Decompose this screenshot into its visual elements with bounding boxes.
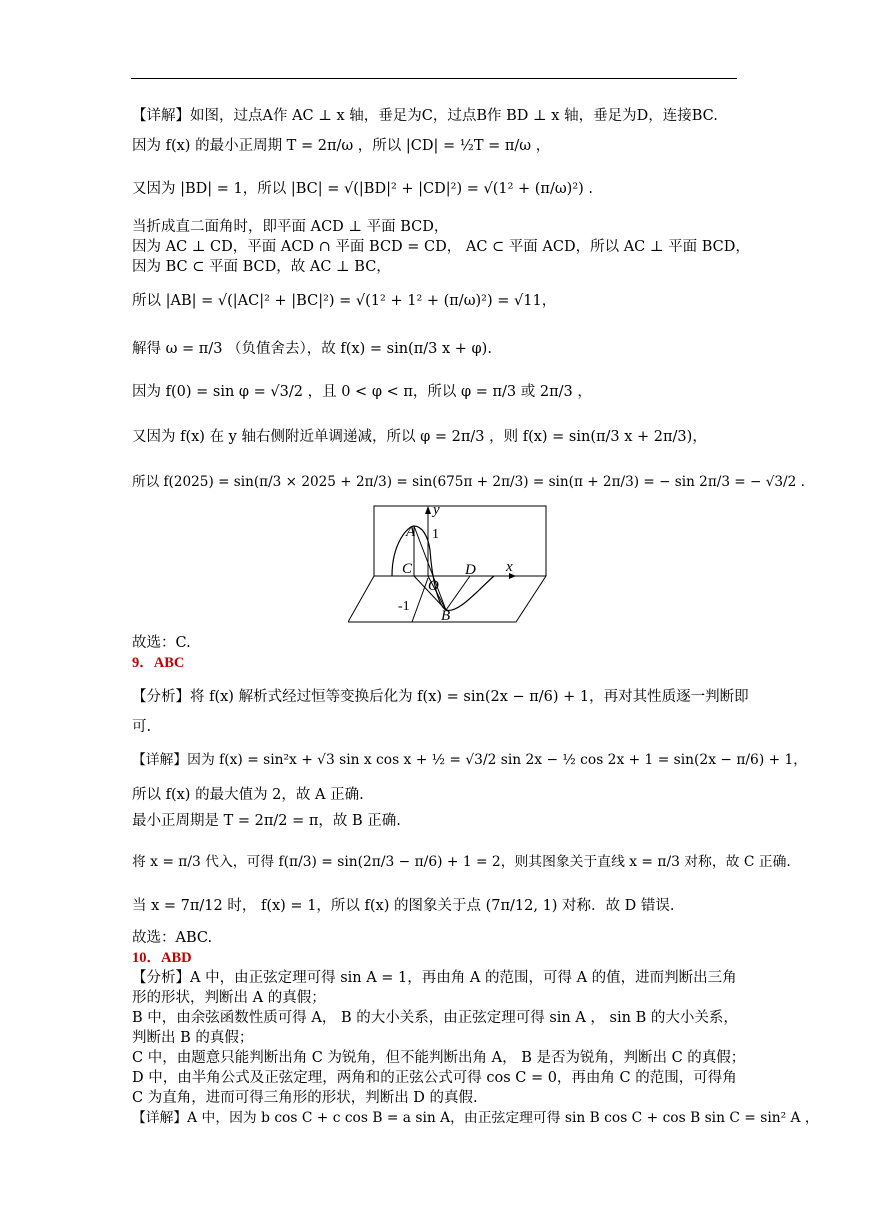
line-27: C 中，由题意只能判断出角 C 为锐角，但不能判断出角 A， B 是否为锐角，判断出 C 的真假； (132, 1050, 746, 1066)
line-17: 所以 f(x) 的最大值为 2，故 A 正确. (132, 787, 364, 803)
line-6: 因为 BC ⊂ 平面 BCD，故 AC ⊥ BC， (132, 259, 391, 275)
line-29: C 为直角，进而可得三角形的形状，判断出 D 的真假. (132, 1090, 478, 1106)
label-D: D (465, 562, 476, 578)
line-20: 当 x = 7π/12 时， f(x) = 1，所以 f(x) 的图象关于点 (7π/12, 1) 对称．故 D 错误. (132, 898, 675, 914)
line-7: 所以 |AB| = √(|AC|² + |BC|²) = √(1² + 1² + (π/ω)²) = √11， (132, 293, 557, 309)
label-one: 1 (432, 527, 439, 542)
label-y: y (433, 502, 440, 518)
label-x: x (506, 559, 513, 575)
line-8: 解得 ω = π/3 （负值舍去），故 f(x) = sin(π/3 x + φ). (132, 341, 492, 357)
header-rule (131, 78, 737, 79)
line-4: 当折成直二面角时，即平面 ACD ⊥ 平面 BCD， (132, 219, 449, 235)
label-B: B (441, 608, 451, 624)
line-3: 又因为 |BD| = 1，所以 |BC| = √(|BD|² + |CD|²) = √(1² + (π/ω)²) . (132, 181, 594, 197)
line-5: 因为 AC ⊥ CD，平面 ACD ∩ 平面 BCD = CD， AC ⊂ 平面 ACD，所以 AC ⊥ 平面 BCD， (132, 239, 750, 255)
y-axis-arrow (425, 506, 431, 514)
line-2: 因为 f(x) 的最小正周期 T = 2π/ω ，所以 |CD| = ½T = π/ω ， (132, 138, 551, 154)
answer-10: 10．ABD (132, 950, 192, 966)
answer-9: 9．ABC (132, 655, 185, 671)
dihedral-figure (348, 498, 548, 626)
line-11: 所以 f(2025) = sin(π/3 × 2025 + 2π/3) = sin(675π + 2π/3) = sin(π + 2π/3) = − sin 2π/3 = − √3/2 . (132, 474, 805, 490)
line-25: B 中，由余弦函数性质可得 A， B 的大小关系，由正弦定理可得 sin A ， sin B 的大小关系， (132, 1010, 738, 1026)
line-26: 判断出 B 的真假； (132, 1030, 254, 1046)
line-28: D 中，由半角公式及正弦定理，两角和的正弦公式可得 cos C = 0，再由角 C 的范围，可得角 (132, 1070, 737, 1086)
segment-DB (446, 576, 470, 610)
negative-axis-line (412, 578, 428, 622)
line-9: 因为 f(0) = sin φ = √3/2 ，且 0 < φ < π，所以 φ = π/3 或 2π/3 ， (132, 384, 592, 400)
line-30: 【详解】A 中，因为 b cos C + c cos B = a sin A，由正弦定理可得 sin B cos C + cos B sin C = sin² A ， (132, 1110, 819, 1126)
line-18: 最小正周期是 T = 2π/2 = π，故 B 正确. (132, 813, 401, 829)
label-O: O (428, 578, 439, 594)
line-16: 【详解】因为 f(x) = sin²x + √3 sin x cos x + ½ = √3/2 sin 2x − ½ cos 2x + 1 = sin(2x − π/6) + 1， (132, 752, 808, 768)
lower-curve (430, 550, 494, 610)
line-24: 形的形状，判断出 A 的真假； (132, 990, 326, 1006)
line-23: 【分析】A 中，由正弦定理可得 sin A = 1，再由角 A 的范围，可得 A 的值，进而判断出三角 (132, 970, 737, 986)
label-neg-one: -1 (398, 599, 410, 614)
label-C: C (402, 561, 413, 577)
line-1: 【详解】如图，过点A作 AC ⊥ x 轴，垂足为C，过点B作 BD ⊥ x 轴，垂足为D，连接BC. (132, 108, 718, 124)
line-10: 又因为 f(x) 在 y 轴右侧附近单调递减，所以 φ = 2π/3 ，则 f(x) = sin(π/3 x + 2π/3)， (132, 429, 707, 445)
line-15: 可. (132, 719, 152, 735)
line-12: 故选：C. (132, 635, 191, 651)
line-19: 将 x = π/3 代入，可得 f(π/3) = sin(2π/3 − π/6) + 1 = 2，则其图象关于直线 x = π/3 对称，故 C 正确. (132, 854, 791, 870)
label-A: A (406, 524, 416, 540)
line-14: 【分析】将 f(x) 解析式经过恒等变换后化为 f(x) = sin(2x − π/6) + 1，再对其性质逐一判断即 (132, 689, 749, 705)
segment-AB (414, 526, 446, 610)
line-21: 故选：ABC. (132, 930, 213, 946)
